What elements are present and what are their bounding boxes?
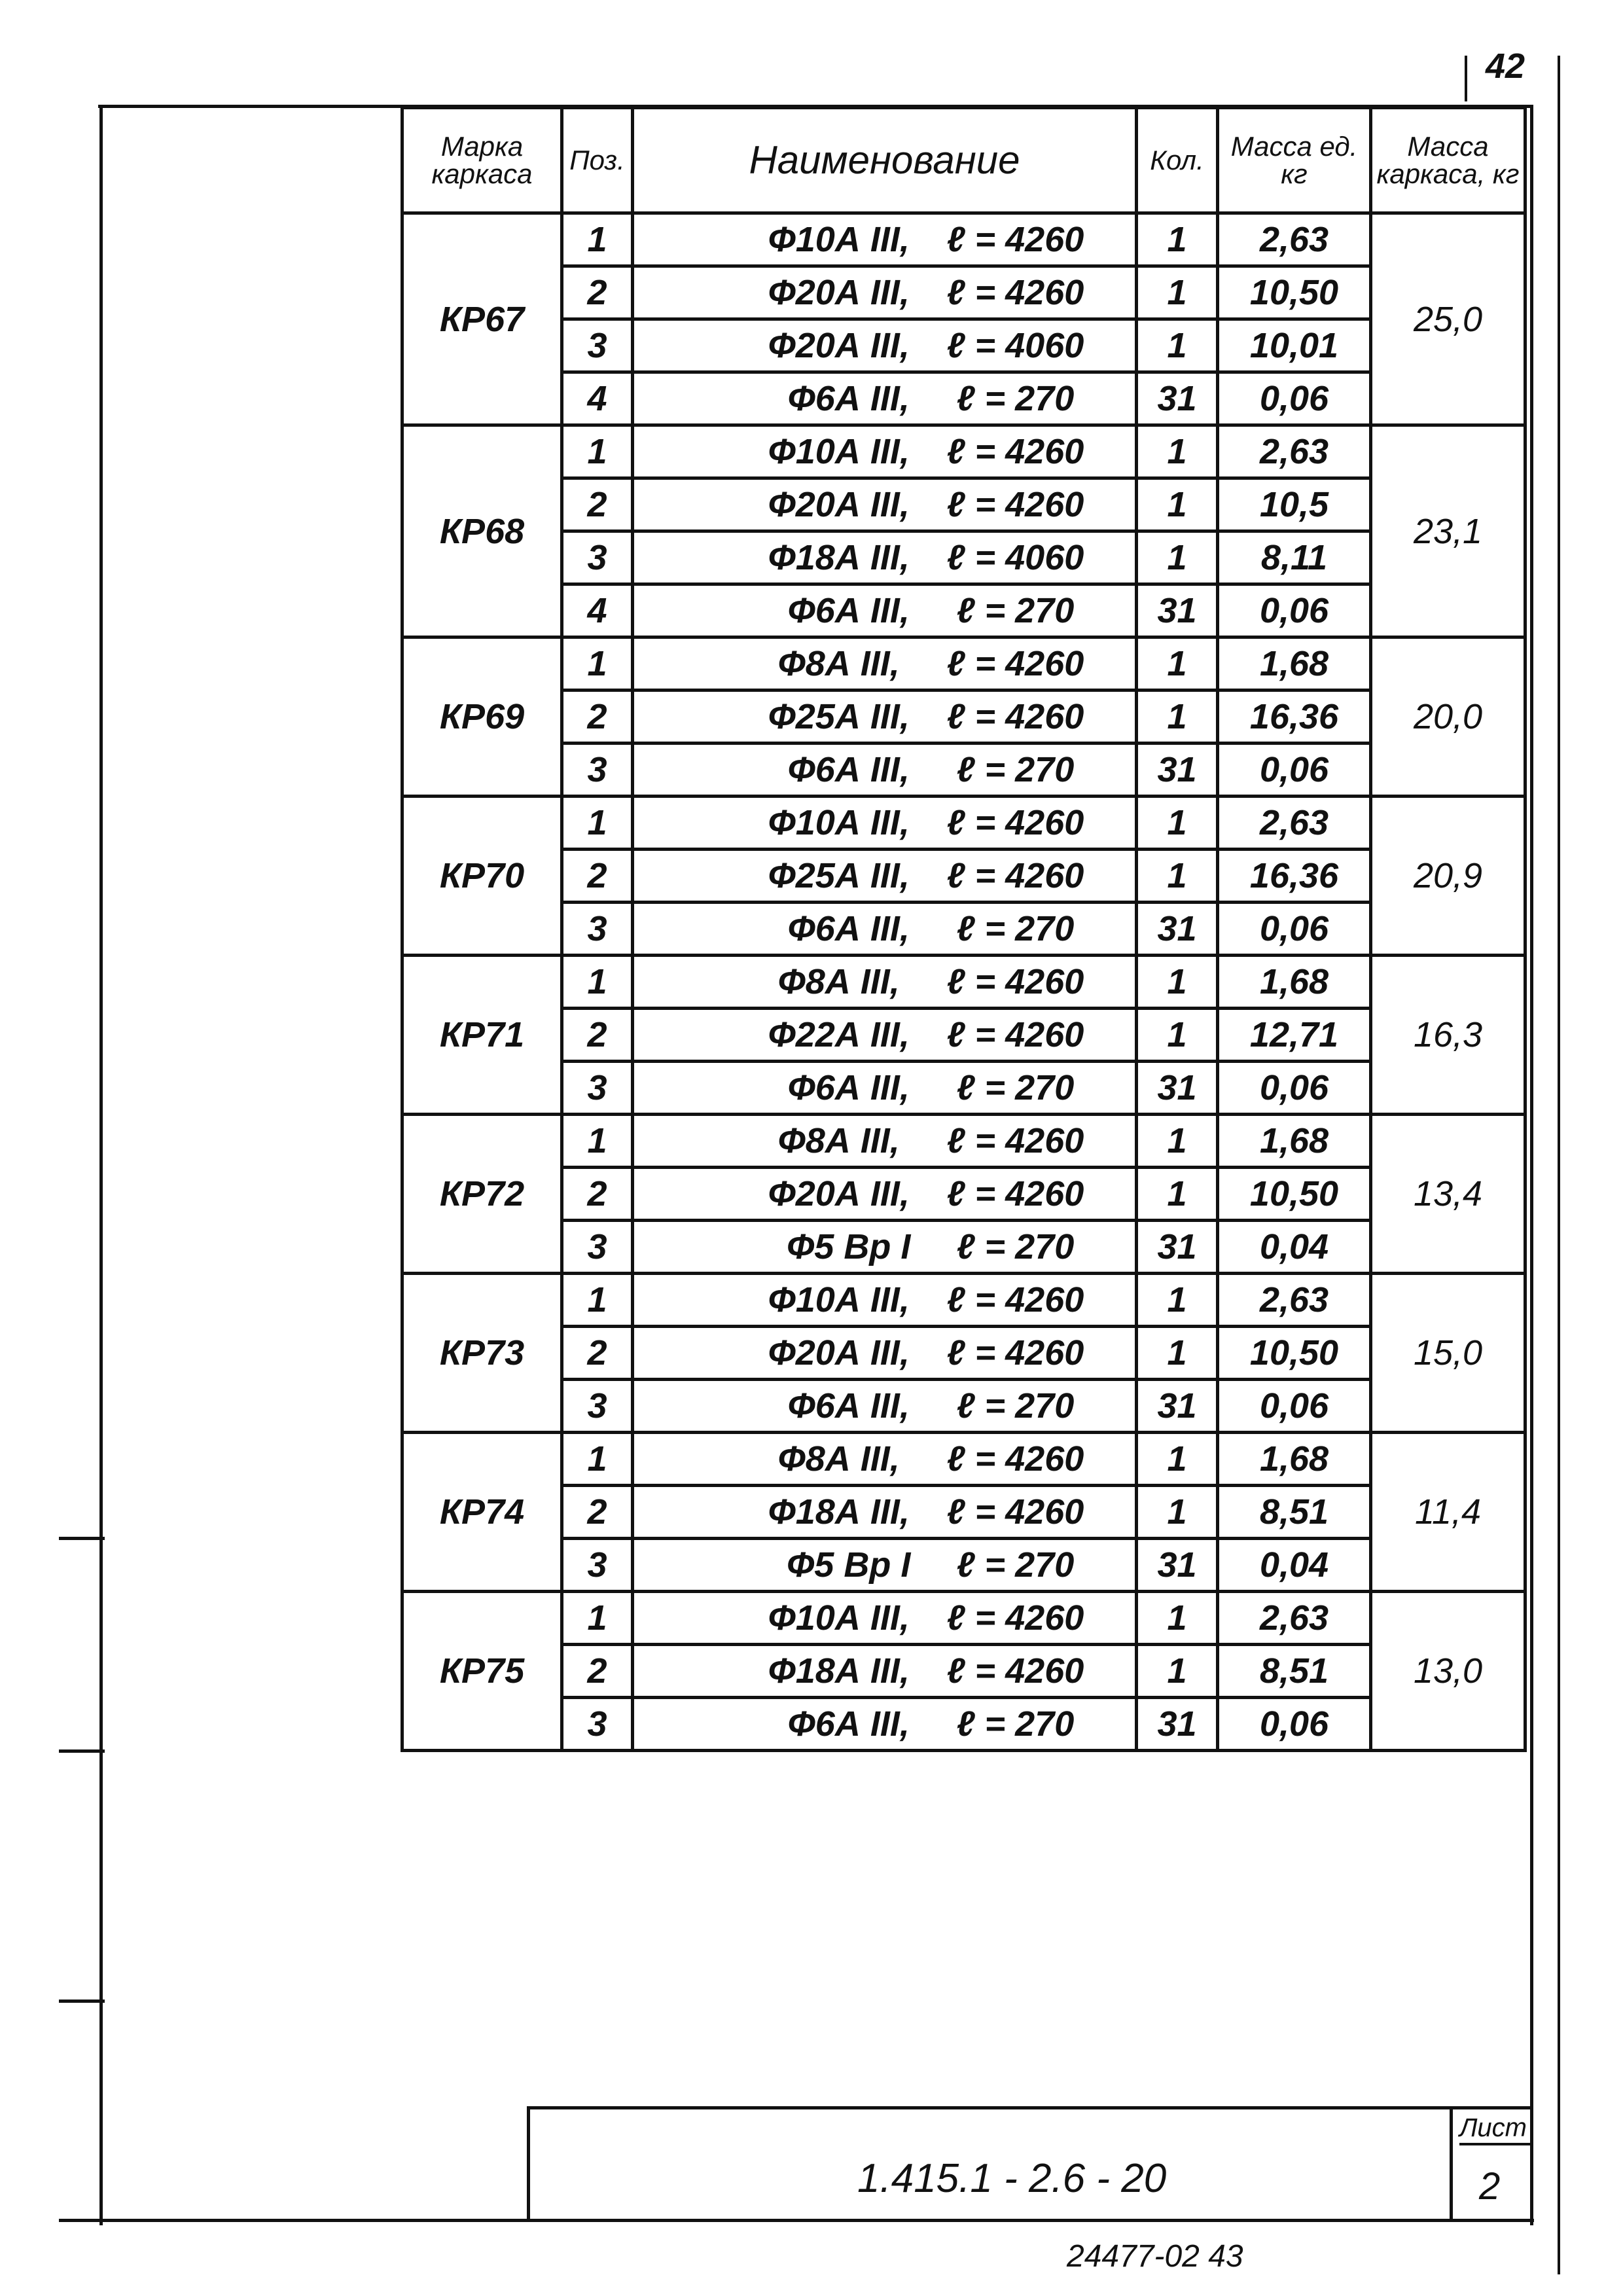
quantity: 1 <box>1137 850 1218 903</box>
rebar-spec: Ф20А III, <box>768 1174 910 1213</box>
position-number: 1 <box>562 637 633 691</box>
item-name <box>633 1062 1137 1115</box>
rebar-spec: Ф8А III, <box>777 644 900 683</box>
table-row <box>402 584 1525 637</box>
rebar-spec: Ф6А III, <box>787 591 910 630</box>
unit-mass: 8,51 <box>1218 1645 1371 1698</box>
header-mass-unit: Масса ед. кг <box>1218 108 1371 213</box>
quantity: 31 <box>1137 1221 1218 1274</box>
item-name <box>633 531 1137 584</box>
frame-mass: 16,3 <box>1371 956 1525 1115</box>
sheet-number: 2 <box>1479 2165 1501 2208</box>
table-row <box>402 956 1525 1009</box>
rebar-length: ℓ = 4260 <box>946 1333 1084 1372</box>
item-name <box>633 637 1137 691</box>
unit-mass: 0,06 <box>1218 744 1371 797</box>
position-number: 3 <box>562 1062 633 1115</box>
quantity: 1 <box>1137 1592 1218 1645</box>
rebar-spec: Ф18А III, <box>768 1651 910 1691</box>
unit-mass: 0,04 <box>1218 1221 1371 1274</box>
position-number: 2 <box>562 1486 633 1539</box>
quantity: 31 <box>1137 903 1218 956</box>
position-number: 2 <box>562 1645 633 1698</box>
frame-mark: КР74 <box>402 1433 562 1592</box>
rebar-length: ℓ = 4260 <box>946 644 1084 683</box>
position-number: 3 <box>562 1380 633 1433</box>
frame-mark: КР75 <box>402 1592 562 1751</box>
position-number: 3 <box>562 1698 633 1751</box>
rebar-spec: Ф8А III, <box>777 1121 900 1160</box>
table-row <box>402 531 1525 584</box>
unit-mass: 1,68 <box>1218 1115 1371 1168</box>
rebar-spec: Ф18А III, <box>768 538 910 577</box>
item-name <box>633 797 1137 850</box>
table-row <box>402 1062 1525 1115</box>
table-header-row <box>402 108 1525 213</box>
rebar-spec: Ф6А III, <box>787 750 910 789</box>
rebar-length: ℓ = 270 <box>956 591 1075 630</box>
position-number: 3 <box>562 1221 633 1274</box>
binding-tick-3 <box>59 2000 105 2003</box>
quantity: 1 <box>1137 425 1218 478</box>
quantity: 31 <box>1137 1539 1218 1592</box>
position-number: 2 <box>562 1168 633 1221</box>
quantity: 31 <box>1137 744 1218 797</box>
unit-mass: 10,5 <box>1218 478 1371 531</box>
quantity: 1 <box>1137 1645 1218 1698</box>
quantity: 1 <box>1137 1115 1218 1168</box>
quantity: 31 <box>1137 1698 1218 1751</box>
unit-mass: 1,68 <box>1218 1433 1371 1486</box>
table-row <box>402 1539 1525 1592</box>
quantity: 1 <box>1137 1327 1218 1380</box>
rebar-spec: Ф6А III, <box>787 909 910 948</box>
item-name <box>633 1327 1137 1380</box>
unit-mass: 16,36 <box>1218 850 1371 903</box>
frame-mark: КР71 <box>402 956 562 1115</box>
frame-mass: 15,0 <box>1371 1274 1525 1433</box>
table-row <box>402 372 1525 425</box>
quantity: 1 <box>1137 1486 1218 1539</box>
unit-mass: 10,50 <box>1218 266 1371 319</box>
rebar-length: ℓ = 4260 <box>946 1280 1084 1319</box>
table-row <box>402 1168 1525 1221</box>
sheet-label: Лист <box>1459 2113 1531 2145</box>
item-name <box>633 1274 1137 1327</box>
frame-mark: КР70 <box>402 797 562 956</box>
quantity: 1 <box>1137 1433 1218 1486</box>
unit-mass: 0,06 <box>1218 1062 1371 1115</box>
rebar-spec: Ф20А III, <box>768 326 910 365</box>
table-row <box>402 319 1525 372</box>
table-row <box>402 1380 1525 1433</box>
pagenum-divider <box>1465 56 1467 101</box>
archive-number: 24477-02 43 <box>1067 2239 1243 2274</box>
table-row <box>402 1327 1525 1380</box>
table-row <box>402 850 1525 903</box>
rebar-length: ℓ = 4260 <box>946 220 1084 259</box>
unit-mass: 2,63 <box>1218 425 1371 478</box>
table-row <box>402 1486 1525 1539</box>
quantity: 1 <box>1137 691 1218 744</box>
table-row <box>402 1592 1525 1645</box>
page-number: 42 <box>1486 46 1525 86</box>
quantity: 31 <box>1137 584 1218 637</box>
unit-mass: 0,06 <box>1218 1380 1371 1433</box>
item-name <box>633 1115 1137 1168</box>
rebar-length: ℓ = 270 <box>956 1704 1075 1744</box>
unit-mass: 12,71 <box>1218 1009 1371 1062</box>
header-name: Наименование <box>633 108 1137 213</box>
item-name <box>633 1221 1137 1274</box>
position-number: 1 <box>562 1433 633 1486</box>
quantity: 1 <box>1137 1274 1218 1327</box>
frame-mass: 25,0 <box>1371 213 1525 425</box>
position-number: 3 <box>562 1539 633 1592</box>
item-name <box>633 266 1137 319</box>
position-number: 4 <box>562 372 633 425</box>
rebar-length: ℓ = 4260 <box>946 1598 1084 1638</box>
rebar-spec: Ф6А III, <box>787 1386 910 1426</box>
rebar-length: ℓ = 270 <box>956 750 1075 789</box>
unit-mass: 10,01 <box>1218 319 1371 372</box>
specification-table <box>401 106 1527 1752</box>
unit-mass: 0,06 <box>1218 372 1371 425</box>
table-row <box>402 1433 1525 1486</box>
position-number: 2 <box>562 1009 633 1062</box>
header-qty: Кол. <box>1137 108 1218 213</box>
table-row <box>402 744 1525 797</box>
rebar-spec: Ф10А III, <box>768 803 910 842</box>
rebar-length: ℓ = 4260 <box>946 432 1084 471</box>
document-code: 1.415.1 - 2.6 - 20 <box>857 2156 1167 2201</box>
rebar-spec: Ф8А III, <box>777 962 900 1001</box>
binding-tick-1 <box>59 1537 105 1540</box>
position-number: 1 <box>562 797 633 850</box>
table-row <box>402 1274 1525 1327</box>
frame-left-line <box>99 105 103 2225</box>
frame-mass: 23,1 <box>1371 425 1525 637</box>
table-row <box>402 903 1525 956</box>
quantity: 1 <box>1137 213 1218 266</box>
quantity: 1 <box>1137 1168 1218 1221</box>
rebar-length: ℓ = 4060 <box>946 326 1084 365</box>
unit-mass: 2,63 <box>1218 1274 1371 1327</box>
position-number: 1 <box>562 425 633 478</box>
rebar-length: ℓ = 4260 <box>946 1174 1084 1213</box>
item-name <box>633 1592 1137 1645</box>
unit-mass: 2,63 <box>1218 1592 1371 1645</box>
quantity: 1 <box>1137 531 1218 584</box>
table-row <box>402 478 1525 531</box>
item-name <box>633 213 1137 266</box>
unit-mass: 2,63 <box>1218 213 1371 266</box>
position-number: 2 <box>562 478 633 531</box>
unit-mass: 1,68 <box>1218 956 1371 1009</box>
rebar-spec: Ф25А III, <box>768 856 910 895</box>
rebar-spec: Ф10А III, <box>768 220 910 259</box>
table-row <box>402 797 1525 850</box>
position-number: 2 <box>562 266 633 319</box>
item-name <box>633 372 1137 425</box>
table-row <box>402 1221 1525 1274</box>
rebar-length: ℓ = 4260 <box>946 962 1084 1001</box>
rebar-spec: Ф5 Вр I <box>787 1227 911 1266</box>
table-row <box>402 213 1525 266</box>
position-number: 3 <box>562 531 633 584</box>
position-number: 1 <box>562 1592 633 1645</box>
rebar-length: ℓ = 4260 <box>946 1492 1084 1532</box>
position-number: 1 <box>562 1274 633 1327</box>
item-name <box>633 1009 1137 1062</box>
header-pos: Поз. <box>562 108 633 213</box>
unit-mass: 0,06 <box>1218 1698 1371 1751</box>
item-name <box>633 1380 1137 1433</box>
rebar-spec: Ф5 Вр I <box>787 1545 911 1585</box>
frame-mass: 13,0 <box>1371 1592 1525 1751</box>
position-number: 3 <box>562 903 633 956</box>
rebar-length: ℓ = 4260 <box>946 1015 1084 1054</box>
unit-mass: 10,50 <box>1218 1327 1371 1380</box>
frame-mass: 20,9 <box>1371 797 1525 956</box>
frame-mass: 20,0 <box>1371 637 1525 797</box>
quantity: 1 <box>1137 266 1218 319</box>
rebar-spec: Ф6А III, <box>787 1704 910 1744</box>
position-number: 3 <box>562 744 633 797</box>
page-edge-right <box>1558 56 1560 2274</box>
unit-mass: 8,11 <box>1218 531 1371 584</box>
quantity: 1 <box>1137 797 1218 850</box>
sheet-box <box>1450 2109 1535 2222</box>
frame-mark: КР67 <box>402 213 562 425</box>
header-mass-frame: Масса каркаса, кг <box>1371 108 1525 213</box>
item-name <box>633 850 1137 903</box>
rebar-length: ℓ = 4260 <box>946 803 1084 842</box>
rebar-length: ℓ = 4260 <box>946 697 1084 736</box>
frame-right-line <box>1530 105 1533 2225</box>
frame-mark: КР73 <box>402 1274 562 1433</box>
unit-mass: 8,51 <box>1218 1486 1371 1539</box>
header-mark: Марка каркаса <box>402 108 562 213</box>
item-name <box>633 478 1137 531</box>
quantity: 1 <box>1137 637 1218 691</box>
item-name <box>633 1168 1137 1221</box>
frame-mark: КР68 <box>402 425 562 637</box>
table-row <box>402 1698 1525 1751</box>
title-block <box>527 2106 1531 2219</box>
unit-mass: 2,63 <box>1218 797 1371 850</box>
rebar-spec: Ф10А III, <box>768 1280 910 1319</box>
table-row <box>402 1009 1525 1062</box>
frame-mass: 11,4 <box>1371 1433 1525 1592</box>
rebar-length: ℓ = 270 <box>956 1386 1075 1426</box>
table-body <box>402 213 1525 1751</box>
frame-bottom-line <box>59 2219 1534 2222</box>
item-name <box>633 1486 1137 1539</box>
rebar-spec: Ф20А III, <box>768 485 910 524</box>
quantity: 1 <box>1137 319 1218 372</box>
unit-mass: 16,36 <box>1218 691 1371 744</box>
item-name <box>633 956 1137 1009</box>
unit-mass: 10,50 <box>1218 1168 1371 1221</box>
item-name <box>633 1433 1137 1486</box>
item-name <box>633 744 1137 797</box>
rebar-length: ℓ = 4260 <box>946 485 1084 524</box>
table-row <box>402 691 1525 744</box>
rebar-spec: Ф20А III, <box>768 1333 910 1372</box>
rebar-spec: Ф6А III, <box>787 1068 910 1107</box>
rebar-length: ℓ = 270 <box>956 1068 1075 1107</box>
item-name <box>633 903 1137 956</box>
rebar-length: ℓ = 270 <box>956 1545 1075 1585</box>
position-number: 2 <box>562 1327 633 1380</box>
rebar-spec: Ф10А III, <box>768 1598 910 1638</box>
rebar-length: ℓ = 270 <box>956 1227 1075 1266</box>
rebar-spec: Ф20А III, <box>768 273 910 312</box>
quantity: 31 <box>1137 1062 1218 1115</box>
position-number: 3 <box>562 319 633 372</box>
unit-mass: 0,06 <box>1218 903 1371 956</box>
rebar-length: ℓ = 4060 <box>946 538 1084 577</box>
position-number: 4 <box>562 584 633 637</box>
quantity: 1 <box>1137 956 1218 1009</box>
item-name <box>633 1539 1137 1592</box>
rebar-spec: Ф18А III, <box>768 1492 910 1532</box>
item-name <box>633 1698 1137 1751</box>
rebar-length: ℓ = 4260 <box>946 1121 1084 1160</box>
rebar-length: ℓ = 270 <box>956 379 1075 418</box>
position-number: 1 <box>562 956 633 1009</box>
rebar-spec: Ф22А III, <box>768 1015 910 1054</box>
item-name <box>633 425 1137 478</box>
item-name <box>633 319 1137 372</box>
rebar-spec: Ф8А III, <box>777 1439 900 1479</box>
quantity: 1 <box>1137 1009 1218 1062</box>
position-number: 1 <box>562 213 633 266</box>
quantity: 31 <box>1137 1380 1218 1433</box>
item-name <box>633 584 1137 637</box>
rebar-spec: Ф6А III, <box>787 379 910 418</box>
table-row <box>402 637 1525 691</box>
quantity: 1 <box>1137 478 1218 531</box>
table-row <box>402 1645 1525 1698</box>
item-name <box>633 1645 1137 1698</box>
table-row <box>402 266 1525 319</box>
rebar-spec: Ф10А III, <box>768 432 910 471</box>
unit-mass: 1,68 <box>1218 637 1371 691</box>
frame-mass: 13,4 <box>1371 1115 1525 1274</box>
rebar-spec: Ф25А III, <box>768 697 910 736</box>
unit-mass: 0,06 <box>1218 584 1371 637</box>
frame-mark: КР69 <box>402 637 562 797</box>
table-row <box>402 1115 1525 1168</box>
rebar-length: ℓ = 270 <box>956 909 1075 948</box>
frame-mark: КР72 <box>402 1115 562 1274</box>
rebar-length: ℓ = 4260 <box>946 1439 1084 1479</box>
table-row <box>402 425 1525 478</box>
quantity: 31 <box>1137 372 1218 425</box>
unit-mass: 0,04 <box>1218 1539 1371 1592</box>
position-number: 2 <box>562 850 633 903</box>
rebar-length: ℓ = 4260 <box>946 856 1084 895</box>
position-number: 2 <box>562 691 633 744</box>
item-name <box>633 691 1137 744</box>
binding-tick-2 <box>59 1749 105 1753</box>
rebar-length: ℓ = 4260 <box>946 1651 1084 1691</box>
rebar-length: ℓ = 4260 <box>946 273 1084 312</box>
position-number: 1 <box>562 1115 633 1168</box>
